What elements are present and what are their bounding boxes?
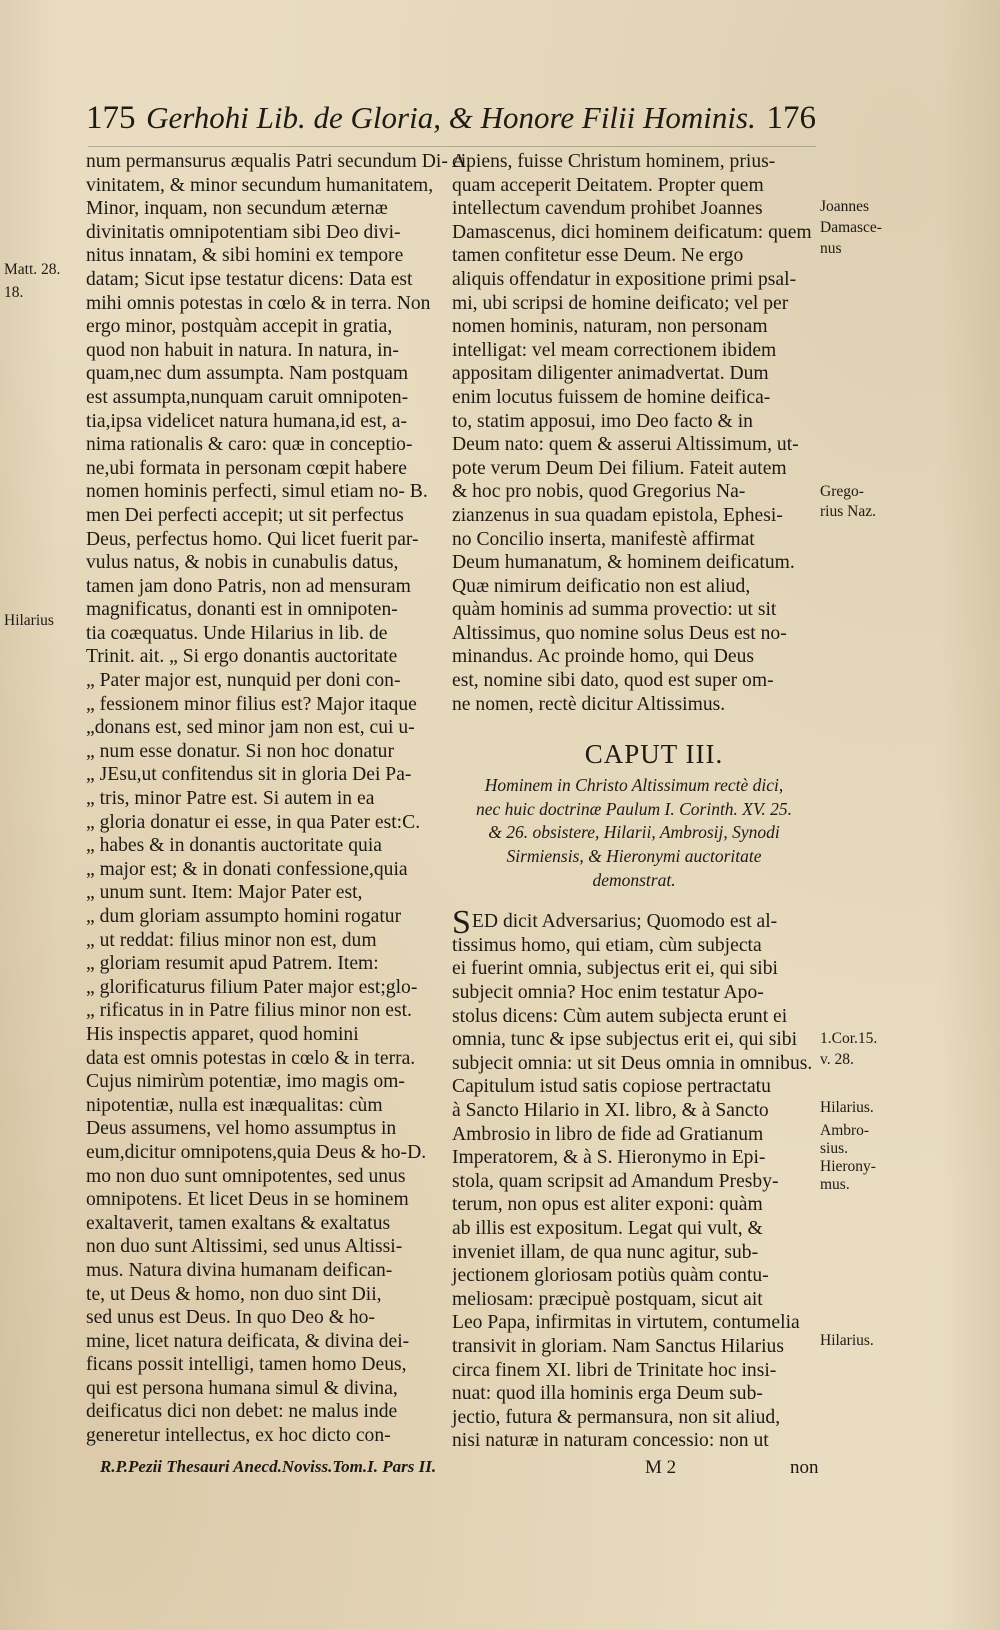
text-line: quam acceperit Deitatem. Propter quem [452,174,764,196]
page-number-right: 176 [766,100,816,136]
text-line: Deus, perfectus homo. Qui licet fuerit par- [86,528,419,550]
text-line: ei fuerint omnia, subjectus erit ei, qui sibi [452,958,778,980]
text-line: ne,ubi formata in personam cœpit habere [86,457,408,479]
text-line: non duo sunt Altissimi, sed unus Altissi- [86,1236,403,1258]
text-line: tissimus homo, qui etiam, cùm subjecta [452,934,762,956]
text-line: „ major est; & in donati confessione,quia [86,858,408,880]
footer-line [100,1457,820,1481]
text-line: pote verum Deum Dei filium. Fateit autem [452,457,787,479]
text-line: „ dum gloriam assumpto homini rogatur [86,906,402,927]
text-line: Leo Papa, infirmitas in virtutem, contumelia [452,1312,800,1334]
text-line: cipiens, fuisse Christum hominem, prius- [452,151,776,172]
text-line: aliquis offendatur in expositione primi psal- [452,268,797,290]
right-column-top [452,150,816,716]
text-line: mus. Natura divina humanam deifican- [86,1259,393,1281]
text-line: est, nomine sibi dato, quod est super om- [452,670,774,692]
text-line: ne nomen, rectè dicitur Altissimus. [452,693,726,715]
text-line: „ gloria donatur ei esse, in qua Pater est:C. [86,811,421,833]
text-line: Deus assumens, vel homo assumptus in [86,1118,397,1140]
text-line: Quæ nimirum deificatio non est aliud, [452,575,751,597]
text-line: „ fessionem minor filius est? Major itaque [86,693,417,715]
margin-note-hilarius-left: Hilarius [4,612,54,629]
text-line: omnipotens. Et licet Deus in se hominem [86,1189,409,1211]
text-line: num permansurus æqualis Patri secundum Di- A. [86,151,471,172]
summary-line: demonstrat. [592,869,676,890]
text-line: mine, licet natura deificata, & divina dei- [86,1330,410,1352]
margin-note-matt: Matt. 28. [4,261,61,278]
right-column [452,150,816,1453]
text-line: intellectum cavendum prohibet Joannes [452,198,763,220]
text-line: nitus innatam, & sibi homini ex tempore [86,245,404,267]
running-title: Gerhohi Lib. de Gloria, & Honore Filii Hominis. [146,100,756,135]
text-line: qui est persona humana simul & divina, [86,1377,398,1399]
text-line: deificatus dici non debet: ne malus inde [86,1401,398,1423]
text-line: & hoc pro nobis, quod Gregorius Na- [452,481,746,503]
text-line: men Dei perfecti accepit; ut sit perfectus [86,504,404,526]
margin-note-corinth-verse: v. 28. [820,1051,854,1068]
text-line: intelligat: vel meam correctionem ibidem [452,339,777,361]
text-line: ficans possit intelligi, tamen homo Deus, [86,1354,407,1376]
margin-note-damasce: Damasce- [820,219,882,236]
chapter-heading: CAPUT III. [584,739,724,770]
text-line: Ambrosio in libro de fide ad Gratianum [452,1123,764,1145]
margin-note-nus: nus [820,240,842,257]
text-line: tia,ipsa videlicet natura humana,id est, a- [86,410,408,432]
header-rule [88,146,816,147]
summary-line: & 26. obsistere, Hilarii, Ambrosij, Synodi [488,822,780,843]
text-line: jectio, futura & permansura, non sit aliud, [452,1406,781,1428]
text-line: nipotentiæ, nulla est inæqualitas: cùm [86,1094,383,1116]
text-line: Deum humanatum, & hominem deificatum. [452,552,795,574]
text-line: datam; Sicut ipse testatur dicens: Data est [86,268,413,290]
text-line: Capitulum istud satis copiose pertractatu [452,1076,771,1098]
margin-note-nazianzenus: rius Naz. [820,503,876,520]
text-line: His inspectis apparet, quod homini [86,1023,359,1045]
signature-line: R.P.Pezii Thesauri Anecd.Noviss.Tom.I. Pars II. [100,1457,437,1476]
text-line: transivit in gloriam. Nam Sanctus Hilarius [452,1335,784,1357]
margin-note-hieronymus-end: mus. [820,1176,850,1193]
text-line: vinitatem, & minor secundum humanitatem, [86,174,434,196]
text-line: sed unus est Deus. In quo Deo & ho- [86,1307,375,1329]
text-line: à Sancto Hilario in XI. libro, & à Sancto [452,1099,769,1121]
text-line: nuat: quod illa hominis erga Deum sub- [452,1383,763,1405]
text-line: „ JEsu,ut confitendus sit in gloria Dei Pa- [86,764,412,786]
summary-line: nec huic doctrinæ Paulum I. Corinth. XV. 25. [475,798,793,819]
text-line: terum, non opus est aliter exponi: quàm [452,1194,763,1216]
text-line: quam,nec dum assumpta. Nam postquam [86,363,409,385]
margin-note-ambrosius-end: sius. [820,1140,848,1157]
text-line: „ num esse donatur. Si non hoc donatur [86,740,395,762]
text-line: „ glorificaturus filium Pater major est;glo- [86,976,418,998]
text-line: eum,dicitur omnipotens,quia Deus & ho-D. [86,1141,427,1163]
text-line: mo non duo sunt omnipotentes, sed unus [86,1165,406,1187]
text-line: no Concilio inserta, manifestè affirmat [452,528,755,550]
text-line: „donans est, sed minor jam non est, cui u- [86,717,415,739]
text-line: nomen hominis, naturam, non personam [452,316,768,338]
text-line: tamen confitetur esse Deum. Ne ergo [452,245,744,267]
chapter-gap [452,716,816,734]
text-line: meliosam: præcipuè postquam, sicut ait [452,1288,763,1310]
text-line: „ unum sunt. Item: Major Pater est, [86,882,363,904]
text-line: Damascenus, dici hominem deificatum: quem [452,221,812,243]
text-line: nima rationalis & caro: quæ in conceptio- [86,434,413,456]
text-line: „ habes & in donantis auctoritate quia [86,835,382,857]
text-line: Trinit. ait. „ Si ergo donantis auctoritate [86,646,398,668]
text-line: stola, quam scripsit ad Amandum Presby- [452,1170,779,1192]
text-line: SED dicit Adversarius; Quomodo est al- [452,904,778,942]
right-column-bottom [452,904,816,1453]
margin-note-ambrosius: Ambro- [820,1122,870,1139]
text-line: mi, ubi scripsi de homine deificato; vel per [452,292,789,314]
left-column [86,150,471,1448]
margin-note-hilarius-right-2: Hilarius. [820,1332,874,1349]
text-line: appositam diligenter animadvertat. Dum [452,363,769,385]
summary-line: Sirmiensis, & Hieronymi auctoritate [506,846,762,867]
text-line: tamen jam dono Patris, non ad mensuram [86,575,411,597]
text-line: generetur intellectus, ex hoc dicto con- [86,1425,391,1447]
text-line: zianzenus in sua quadam epistola, Ephesi- [452,504,783,526]
margin-note-hilarius-right: Hilarius. [820,1099,874,1116]
text-line: ab illis est expositum. Legat qui vult, & [452,1217,763,1239]
text-line: tia coæquatus. Unde Hilarius in lib. de [86,622,388,644]
catchword: non [790,1457,819,1478]
text-line: „ Pater major est, nunquid per doni con- [86,670,401,692]
text-line: subjecit omnia: ut sit Deus omnia in omnibus. [452,1052,813,1074]
running-header [86,100,816,146]
text-line: circa finem XI. libri de Trinitate hoc insi- [452,1359,777,1381]
text-line: data est omnis potestas in cœlo & in terra. [86,1047,416,1069]
text-line: te, ut Deus & homo, non duo sint Dii, [86,1283,382,1305]
text-line: enim locutus fuissem de homine deifica- [452,386,771,408]
text-line: Imperatorem, & à S. Hieronymo in Epi- [452,1147,766,1169]
text-line: stolus dicens: Cùm autem subjecta erunt ei [452,1005,788,1027]
text-line: exaltaverit, tamen exaltans & exaltatus [86,1212,391,1234]
text-line: omnia, tunc & ipse subjectus erit ei, qui sibi [452,1029,798,1051]
text-line: nomen hominis perfecti, simul etiam no- B. [86,481,428,503]
text-line: divinitatis omnipotentiam sibi Deo divi- [86,221,401,243]
signature-mark: M 2 [645,1457,677,1478]
text-line: subjecit omnia? Hoc enim testatur Apo- [452,982,764,1003]
text-line: ergo minor, postquàm accepit in gratia, [86,316,393,338]
text-line: mihi omnis potestas in cœlo & in terra. Non [86,292,431,314]
text-line: „ tris, minor Patre est. Si autem in ea [86,788,375,810]
text-line: quàm hominis ad summa provectio: ut sit [452,599,777,621]
text-line: magnificatus, donanti est in omnipoten- [86,599,398,621]
margin-note-hieronymus: Hierony- [820,1158,876,1175]
summary-line: Hominem in Christo Altissimum rectè dici, [484,775,784,796]
margin-note-joannes: Joannes [820,198,870,215]
text-line: „ gloriam resumit apud Patrem. Item: [86,953,379,975]
text-line: nisi naturæ in naturam concessio: non ut [452,1430,769,1452]
chapter-summary [452,774,816,892]
text-line: to, statim apposui, imo Deo facto & in [452,410,753,432]
margin-note-gregorius: Grego- [820,483,864,500]
margin-note-matt-verse: 18. [4,284,24,301]
text-line: jectionem gloriosam potiùs quàm contu- [452,1265,769,1287]
text-line: minandus. Ac proinde homo, qui Deus [452,646,755,668]
page-number-left: 175 [86,100,136,136]
text-line: vulus natus, & nobis in cunabulis datus, [86,552,399,574]
margin-note-corinth: 1.Cor.15. [820,1030,878,1047]
summary-gap [452,892,816,910]
text-line: Minor, inquam, non secundum æternæ [86,198,388,220]
text-line: est assumpta,nunquam caruit omnipoten- [86,386,409,408]
text-line: Cujus nimirùm potentiæ, imo magis om- [86,1071,405,1093]
text-line: inveniet illam, de qua nunc agitur, sub- [452,1241,759,1263]
text-line: Altissimus, quo nomine solus Deus est no- [452,622,787,644]
text-line: quod non habuit in natura. In natura, in- [86,339,399,361]
drop-cap: S [452,904,471,942]
text-line: „ ut reddat: filius minor non est, dum [86,929,377,951]
text-line: Deum nato: quem & asserui Altissimum, ut- [452,434,799,456]
text-line: „ rificatus in in Patre filius minor non est. [86,1000,412,1022]
